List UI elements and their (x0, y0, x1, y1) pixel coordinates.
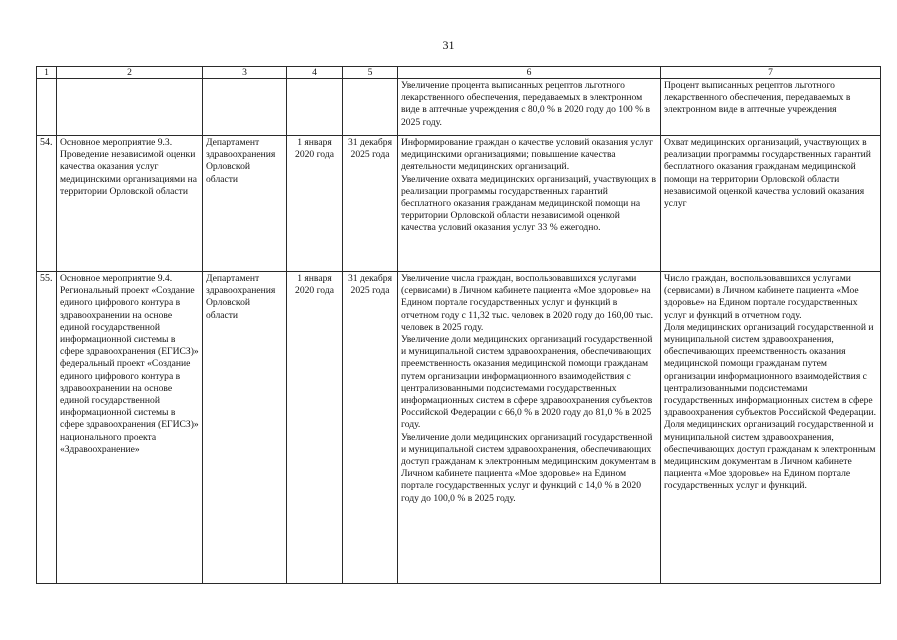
result-paragraph: Увеличение числа граждан, воспользовавшихся услугами (сервисами) в Личном кабинете пациента «Мое здоровье» на Едином портале государственных услуг и функций в отчетном году с 11,32 тыс. человек в 2020 году до 160,00 тыс. человек в 2025 году. (401, 273, 654, 333)
column-header: 7 (661, 67, 881, 79)
table-header-row (37, 67, 881, 79)
result-paragraph: Увеличение доли медицинских организаций государственной и муниципальной систем здравоохранения, обеспечивающих доступ гражданам к электронным медицинским документам в Личном кабинете пациента «Мое здоровье» на Едином портале государственных услуг и функций с 14,0 % в 2020 году до 100,0 % в 2025 году. (401, 431, 656, 504)
measure-name: Основное мероприятие 9.4. Региональный проект «Создание единого цифрового контура в здравоохранении на основе единой государственной информационной системы в сфере здравоохранения (ЕГИСЗ)» федеральный проект «Создание единого цифрового контура в здравоохранении на основе единой государственной информационной системы в сфере здравоохранения (ЕГИСЗ)» национального проекта «Здравоохранение» (57, 272, 203, 584)
column-header: 3 (203, 67, 287, 79)
column-header: 2 (57, 67, 203, 79)
page-number: 31 (442, 38, 455, 52)
executor: Департамент здравоохранения Орловской области (203, 272, 287, 584)
table-row (37, 136, 881, 272)
column-header: 1 (37, 67, 57, 79)
start-date: 1 января 2020 года (287, 136, 343, 272)
start-date (287, 79, 343, 136)
end-date (343, 79, 398, 136)
measure-name (57, 79, 203, 136)
expected-result: Увеличение процента выписанных рецептов льготного лекарственного обеспечения, передаваемых в электронном виде в аптечные учреждения с 80,0 % в 2020 году до 100 % в 2025 году. (398, 79, 661, 136)
table-row (37, 79, 881, 136)
expected-result (398, 136, 661, 272)
column-header: 6 (398, 67, 661, 79)
indicator-paragraph: Число граждан, воспользовавшихся услугами (сервисами) в Личном кабинете пациента «Мое здоровье» на Едином портале государственных услуг и функций в отчетном году. (664, 273, 859, 321)
result-paragraph: Увеличение доли медицинских организаций государственной и муниципальной систем здравоохранения, обеспечивающих преемственность оказания медицинской помощи гражданам путем организации информационного взаимодействия с централизованными подсистемами государственных информационных систем в сфере здравоохранения субъектов Российской Федерации с 66,0 % в 2020 году до 81,0 % в 2025 году. (401, 334, 653, 431)
end-date: 31 декабря 2025 года (343, 272, 398, 584)
column-header: 4 (287, 67, 343, 79)
indicator-paragraph: Доля медицинских организаций государственной и муниципальной систем здравоохранения, обеспечивающих доступ гражданам к электронным медицинским документам в Личном кабинете пациента «Мое здоровье» на Едином портале государственных услуг и функций. (664, 419, 876, 492)
measures-table (36, 66, 881, 584)
executor (203, 79, 287, 136)
target-indicator (661, 272, 881, 584)
target-indicator: Охват медицинских организаций, участвующих в реализации программы государственных гарантий бесплатного оказания гражданам медицинской помощи на территории Орловской области независимой оценкой качества условий оказания услуг (661, 136, 881, 272)
indicator-paragraph: Доля медицинских организаций государственной и муниципальной систем здравоохранения, обеспечивающих преемственность оказания медицинской помощи гражданам путем организации информационного взаимодействия с централизованными подсистемами государственных информационных систем в сфере здравоохранения субъектов Российской Федерации. (664, 321, 877, 419)
result-paragraph: Информирование граждан о качестве условий оказания услуг медицинскими организациями; повышение качества деятельности медицинских организаций. (401, 137, 653, 173)
start-date: 1 января 2020 года (287, 272, 343, 584)
target-indicator: Процент выписанных рецептов льготного лекарственного обеспечения, передаваемых в электронном виде в аптечные учреждения (661, 79, 881, 136)
row-number: 55. (37, 272, 57, 584)
executor: Департамент здравоохранения Орловской области (203, 136, 287, 272)
table-row (37, 272, 881, 584)
column-header: 5 (343, 67, 398, 79)
measure-name: Основное мероприятие 9.3. Проведение независимой оценки качества оказания услуг медицинскими организациями на территории Орловской области (57, 136, 203, 272)
end-date: 31 декабря 2025 года (343, 136, 398, 272)
row-number (37, 79, 57, 136)
expected-result (398, 272, 661, 584)
result-paragraph: Увеличение охвата медицинских организаций, участвующих в реализации программы государственных гарантий бесплатного оказания гражданам медицинской помощи на территории Орловской области независимой оценкой качества условий оказания услуг 33 % ежегодно. (401, 173, 657, 234)
row-number: 54. (37, 136, 57, 272)
